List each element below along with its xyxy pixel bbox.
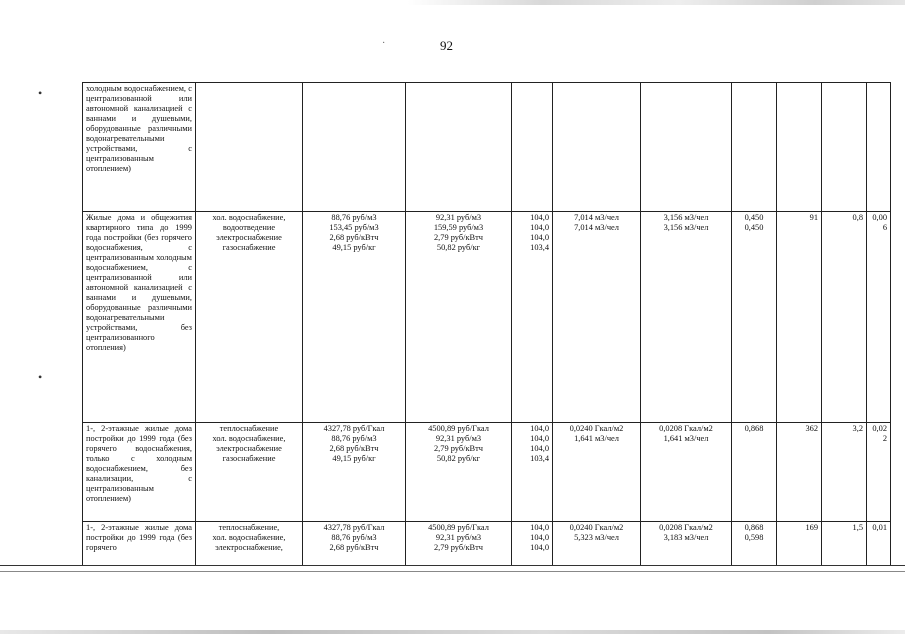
cell-col-9: 362 bbox=[777, 423, 822, 522]
margin-mark: • bbox=[38, 370, 43, 384]
cell-coefficient: 0,868 bbox=[732, 423, 777, 522]
table-row bbox=[83, 212, 891, 423]
table-row bbox=[83, 522, 891, 566]
cell-tariff-new: 92,31 руб/м3 159,59 руб/м3 2,79 руб/кВтч 50,82 руб/кг bbox=[406, 212, 512, 423]
cell-tariff-base: 88,76 руб/м3 153,45 руб/м3 2,68 руб/кВтч 49,15 руб/кг bbox=[303, 212, 406, 423]
cell-index: 104,0 104,0 104,0 103,4 bbox=[512, 423, 553, 522]
cell-coefficient: 0,868 0,598 bbox=[732, 522, 777, 566]
cell-tariff-new bbox=[406, 83, 512, 212]
cell-tariff-new: 4500,89 руб/Гкал 92,31 руб/м3 2,79 руб/кВтч 50,82 руб/кг bbox=[406, 423, 512, 522]
cell-tariff-base bbox=[303, 83, 406, 212]
scan-line bbox=[0, 565, 905, 566]
cell-col-11: 0,00 6 bbox=[867, 212, 891, 423]
cell-col-10: 1,5 bbox=[822, 522, 867, 566]
cell-norm-1 bbox=[553, 83, 641, 212]
scan-edge-bottom bbox=[0, 630, 905, 634]
scan-line bbox=[0, 571, 905, 572]
table-row bbox=[83, 423, 891, 522]
cell-services: хол. водоснабжение, водоотведение электроснабжение газоснабжение bbox=[196, 212, 303, 423]
cell-tariff-new: 4500,89 руб/Гкал 92,31 руб/м3 2,79 руб/кВтч bbox=[406, 522, 512, 566]
cell-col-11: 0,01 bbox=[867, 522, 891, 566]
cell-col-10: 3,2 bbox=[822, 423, 867, 522]
cell-index: 104,0 104,0 104,0 bbox=[512, 522, 553, 566]
tariff-table bbox=[82, 82, 891, 566]
cell-col-9: 91 bbox=[777, 212, 822, 423]
cell-col-11: 0,02 2 bbox=[867, 423, 891, 522]
cell-description: 1-, 2-этажные жилые дома постройки до 1999 года (без горячего bbox=[83, 522, 196, 566]
cell-tariff-base: 4327,78 руб/Гкал 88,76 руб/м3 2,68 руб/кВтч 49,15 руб/кг bbox=[303, 423, 406, 522]
cell-description: 1-, 2-этажные жилые дома постройки до 1999 года (без горячего водоснабжения, только с холодным водоснабжением, без канализации, с централизованным отоплением) bbox=[83, 423, 196, 522]
cell-index bbox=[512, 83, 553, 212]
cell-norm-1: 0,0240 Гкал/м2 5,323 м3/чел bbox=[553, 522, 641, 566]
cell-norm-2: 0,0208 Гкал/м2 3,183 м3/чел bbox=[641, 522, 732, 566]
cell-col-9 bbox=[777, 83, 822, 212]
cell-col-11 bbox=[867, 83, 891, 212]
cell-coefficient: 0,450 0,450 bbox=[732, 212, 777, 423]
cell-norm-2 bbox=[641, 83, 732, 212]
cell-col-10 bbox=[822, 83, 867, 212]
cell-services bbox=[196, 83, 303, 212]
scan-speck: · bbox=[382, 38, 386, 49]
cell-coefficient bbox=[732, 83, 777, 212]
cell-norm-2: 0,0208 Гкал/м2 1,641 м3/чел bbox=[641, 423, 732, 522]
cell-services: теплоснабжение, хол. водоснабжение, электроснабжение, bbox=[196, 522, 303, 566]
cell-norm-1: 7,014 м3/чел 7,014 м3/чел bbox=[553, 212, 641, 423]
cell-index: 104,0 104,0 104,0 103,4 bbox=[512, 212, 553, 423]
cell-col-10: 0,8 bbox=[822, 212, 867, 423]
cell-description: холодным водоснабжением, с централизованной или автономной канализацией с ваннами и душевыми, оборудованные различными водонагревательными устройствами, с централизованным отоплением) bbox=[83, 83, 196, 212]
margin-mark: • bbox=[38, 86, 43, 100]
cell-norm-1: 0,0240 Гкал/м2 1,641 м3/чел bbox=[553, 423, 641, 522]
scan-edge-top bbox=[0, 0, 905, 5]
cell-description: Жилые дома и общежития квартирного типа до 1999 года постройки (без горячего водоснабжения, с централизованным холодным водоснабжением, с централизованной или автономной канализацией с ваннами и душевыми, оборудованные различными водонагревательными устройствами, без централизованного отопления) bbox=[83, 212, 196, 423]
cell-norm-2: 3,156 м3/чел 3,156 м3/чел bbox=[641, 212, 732, 423]
cell-col-9: 169 bbox=[777, 522, 822, 566]
page-number: 92 bbox=[440, 38, 453, 53]
cell-tariff-base: 4327,78 руб/Гкал 88,76 руб/м3 2,68 руб/кВтч bbox=[303, 522, 406, 566]
cell-services: теплоснабжение хол. водоснабжение, электроснабжение газоснабжение bbox=[196, 423, 303, 522]
table-row bbox=[83, 83, 891, 212]
